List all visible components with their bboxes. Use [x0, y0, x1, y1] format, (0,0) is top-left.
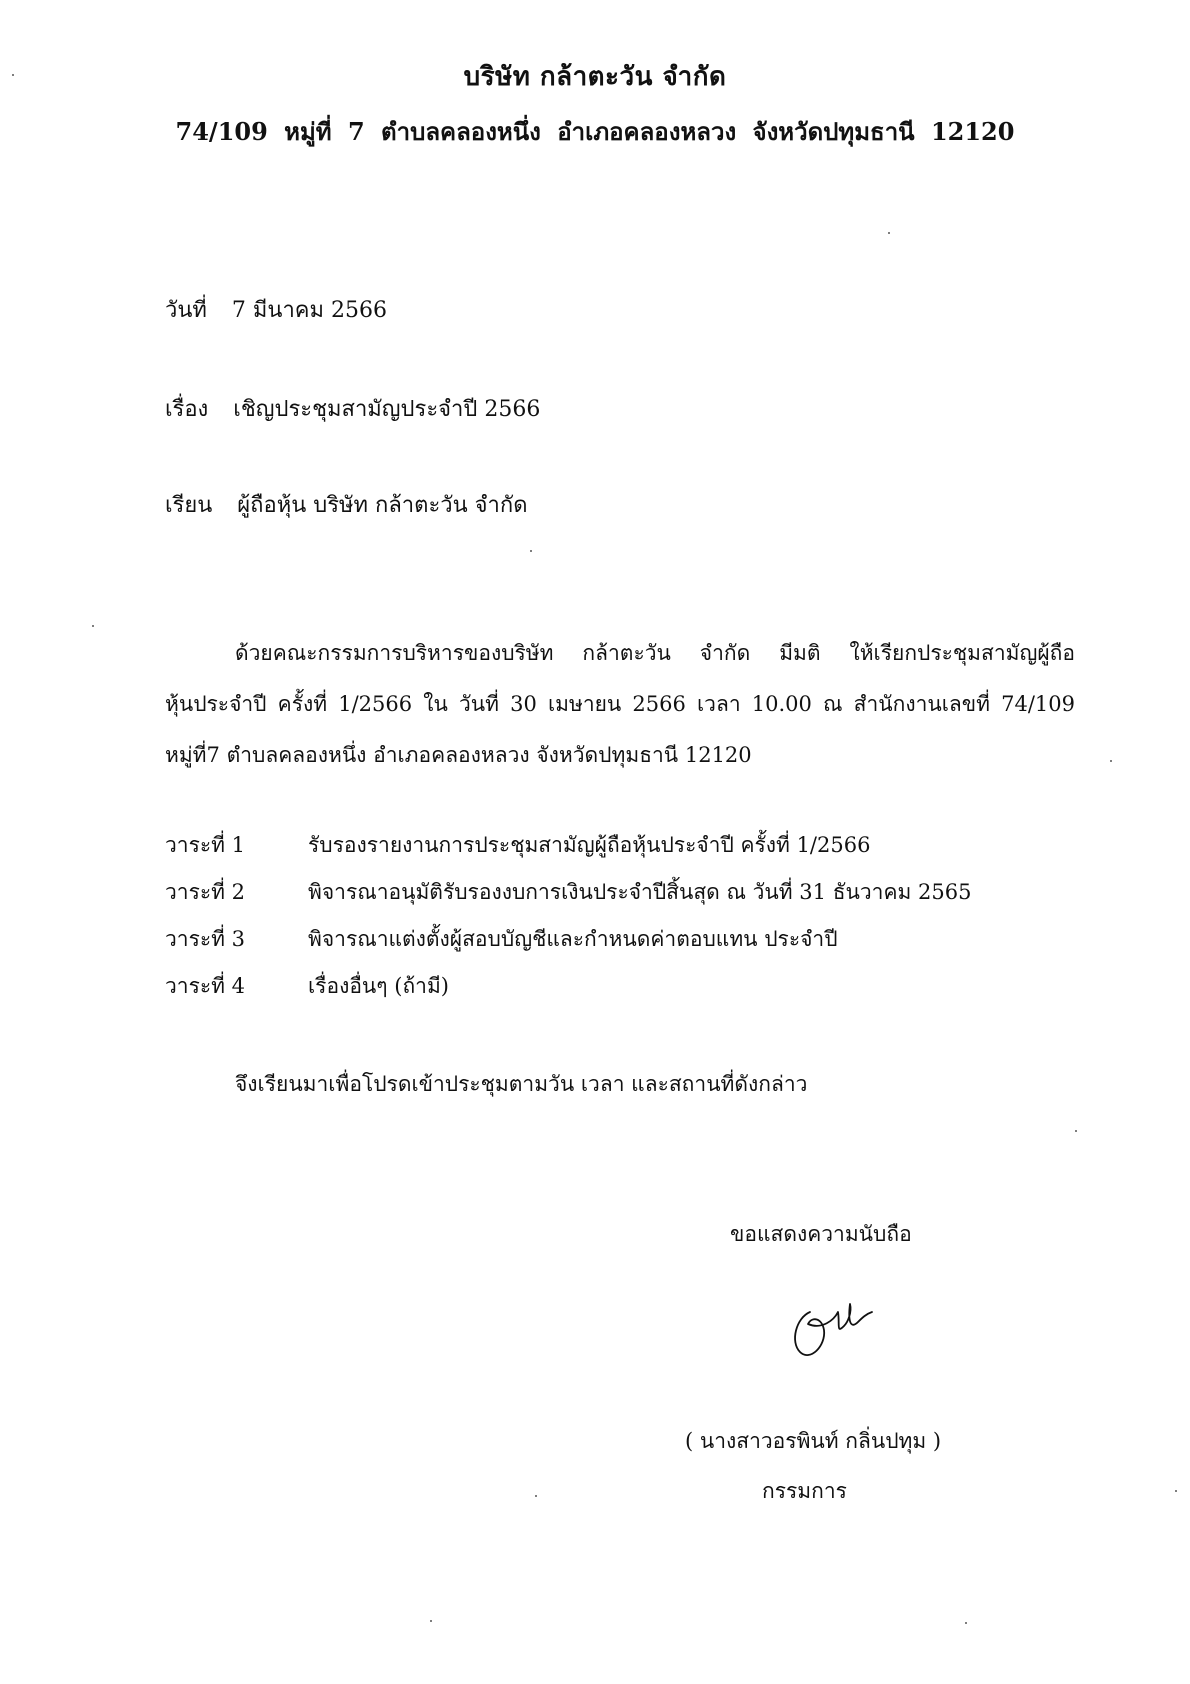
agenda-text: รับรองรายงานการประชุมสามัญผู้ถือหุ้นประจำปี ครั้งที่ 1/2566 [308, 833, 871, 857]
date-label: วันที่ [165, 298, 207, 323]
date-line [165, 292, 387, 327]
agenda-text: พิจารณาแต่งตั้งผู้สอบบัญชีและกำหนดค่าตอบแทน ประจำปี [308, 927, 838, 951]
scan-speck [430, 1620, 432, 1622]
recipient-line [165, 487, 528, 522]
agenda-number: วาระที่ 1 [165, 833, 246, 857]
scan-speck [965, 1622, 967, 1624]
agenda-list [165, 822, 971, 1010]
scan-speck [530, 550, 532, 552]
subject-label: เรื่อง [165, 397, 209, 422]
recipient-value: ผู้ถือหุ้น บริษัท กล้าตะวัน จำกัด [237, 493, 528, 518]
body-line: ด้วยคณะกรรมการบริหารของบริษัท กล้าตะวัน จำกัด มีมติ ให้เรียกประชุมสามัญผู้ถือ [235, 641, 1075, 665]
subject-line [165, 391, 540, 426]
scan-speck [1075, 1130, 1077, 1132]
agenda-number: วาระที่ 4 [165, 974, 246, 998]
regards-line: ขอแสดงความนับถือ [730, 1222, 912, 1246]
scan-speck [1110, 760, 1112, 762]
company-name: บริษัท กล้าตะวัน จำกัด [463, 62, 727, 92]
body-line: หมู่ที่7 ตำบลคลองหนึ่ง อำเภอคลองหลวง จังหวัดปทุมธานี 12120 [165, 743, 752, 767]
subject-value: เชิญประชุมสามัญประจำปี 2566 [233, 397, 541, 422]
body-paragraph [165, 628, 1075, 781]
agenda-number: วาระที่ 3 [165, 927, 246, 951]
agenda-item [165, 916, 971, 963]
agenda-item [165, 822, 971, 869]
company-address: 74/109 หมู่ที่ 7 ตำบลคลองหนึ่ง อำเภอคลองหลวง จังหวัดปทุมธานี 12120 [175, 117, 1015, 146]
agenda-text: เรื่องอื่นๆ (ถ้ามี) [308, 974, 449, 998]
date-value: 7 มีนาคม 2566 [231, 298, 387, 323]
handwritten-signature [782, 1290, 902, 1370]
agenda-number: วาระที่ 2 [165, 880, 246, 904]
closing-sentence: จึงเรียนมาเพื่อโปรดเข้าประชุมตามวัน เวลา และสถานที่ดังกล่าว [235, 1072, 808, 1096]
body-line: หุ้นประจำปี ครั้งที่ 1/2566 ใน วันที่ 30 เมษายน 2566 เวลา 10.00 ณ สำนักงานเลขที่ 74/109 [165, 692, 1075, 716]
signer-title: กรรมการ [762, 1479, 847, 1503]
agenda-text: พิจารณาอนุมัติรับรองงบการเงินประจำปีสิ้นสุด ณ วันที่ 31 ธันวาคม 2565 [308, 880, 972, 904]
agenda-item [165, 869, 971, 916]
scan-speck [535, 1495, 537, 1497]
recipient-label: เรียน [165, 493, 213, 518]
scan-speck [12, 74, 14, 76]
scan-speck [1175, 1490, 1177, 1492]
scan-speck [888, 232, 890, 234]
agenda-item [165, 963, 971, 1010]
signer-name: ( นางสาวอรพินท์ กลิ่นปทุม ) [685, 1429, 942, 1453]
scan-speck [92, 625, 94, 627]
